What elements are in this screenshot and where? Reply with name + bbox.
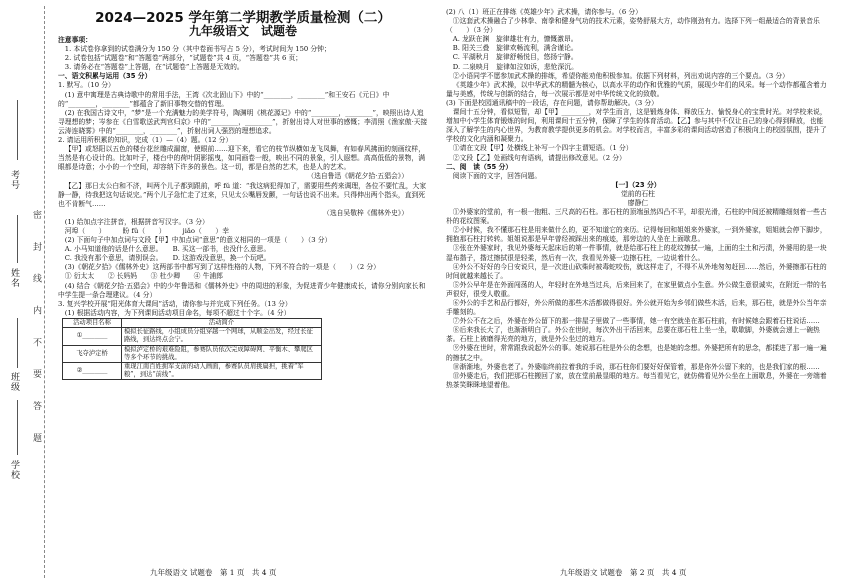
binding-strip bbox=[0, 0, 48, 584]
note-item: 1. 本试卷你拿到的试卷满分为 150 分（其中卷面书写占 5 分），考试时间为 150 分钟； bbox=[64, 45, 331, 54]
table-cell: ①________ bbox=[63, 328, 122, 345]
news-passage: 课间十五分钟，看似短暂，却【甲】________，对学生而言，这是锻炼身体、释放压力、愉悦身心的宝贵时光。对学校来说，增加中小学生体育锻炼的时间，利用课间十五分钟，保障了学生的体育活动。【乙】参与其中不仅让自己的身心得到释放，也能深入了解学生的内心世界，为教育教学提供更多的机会。对学校而言，丰富多彩的课间活动营造了积极向上的校园氛围，提升了学校的文化内涵和凝聚力。 bbox=[446, 108, 827, 144]
page-footer-left: 九年级语文 试题卷 第 1 页 共 4 页 bbox=[150, 568, 277, 577]
notes-title: 注意事项： bbox=[58, 36, 92, 44]
name-label: 姓名 bbox=[9, 268, 19, 288]
essay-paragraph: ⑪外婆走后，我们把那石柱搬回了家，放在堂前最显眼的地方。每当看见它，就仿佛看见外公坐在上面歇息，外婆在一旁端着热茶笑眯眯地望着他。 bbox=[446, 371, 827, 389]
source-a: （选自鲁迅《朝花夕拾·五猖会》） bbox=[307, 172, 408, 181]
source-b: （选自吴敬梓《儒林外史》） bbox=[323, 208, 408, 217]
class-label: 班级 bbox=[9, 372, 19, 392]
essay-author: 廖静仁 bbox=[627, 198, 649, 207]
school-label: 学校 bbox=[9, 460, 19, 480]
option-line: A. 龙跃在渊 旋律雄壮有力，慷慨激昂。 bbox=[452, 35, 578, 44]
option-line: ① 衍太太 ② 长妈妈 ③ 杜少卿 ④ 牛浦郎 bbox=[64, 272, 223, 281]
question: (3)《朝花夕拾》《儒林外史》这两部书中都写到了这样性格的人物，下列不符合的一项是（ ）（2 分） bbox=[64, 263, 380, 272]
option-line: A. 小马知道他的话是什么意思。 B. 买这一部书，也没什么意思。 bbox=[64, 245, 271, 254]
table-row bbox=[63, 345, 322, 362]
seal-notice: 密 封 线 内 不 要 答 题 bbox=[31, 210, 41, 453]
note-item: 2. 试卷包括“试题卷”和“答题卷”两部分，“试题卷”共 4 页，“答题卷”共 6 页； bbox=[64, 54, 303, 63]
question: (4) 结合《朝花夕拾·五猖会》中的少年鲁迅和《儒林外史》中的周进的形象，为促进青少年健康成长，请你分别向家长和中学生提一条合理建议。（4 分） bbox=[58, 281, 426, 299]
page-footer-right: 九年级语文 试题卷 第 2 页 共 4 页 bbox=[560, 568, 687, 577]
essay-paragraph: ⑩渐渐地，外婆也老了。外婆临终前拉着我的手说，那石柱你们要好好保管着，那是你外公留下来的，也是我们家的根…… bbox=[452, 362, 820, 371]
question-items: 河埠（ ） 盼 fǔ（ ） jiǎo（ ）幸 bbox=[64, 226, 230, 235]
table-cell: 模拟长征路线，小组成员分组穿越一个网球，从顺金出发，经过长征路线，到达终点会宁。 bbox=[122, 328, 322, 345]
essay-paragraph: ⑧后来我长大了，也渐渐明白了。外公在世时，每次外出干活回来，总要在那石柱上坐一坐，歇歇脚，外婆就会递上一碗热茶。石柱上被磨得光亮的地方，就是外公坐过的地方。 bbox=[446, 326, 820, 344]
essay-paragraph: ①外婆家的堂前，有一根一抱粗、三尺高的石柱。那石柱的顶端虽然四凸不平，却很光滑，石柱的中间还被精雕细刻着一些古朴的花纹图案。 bbox=[446, 208, 827, 226]
question: (1) 给加点字注拼音，根据拼音写汉字。（3 分） bbox=[64, 217, 209, 226]
option-line: B. 阳关三叠 旋律欢畅流利，满含谨论。 bbox=[452, 44, 578, 53]
section-title: 一、语文积累与运用（35 分） bbox=[58, 72, 152, 81]
left-column bbox=[58, 36, 428, 380]
question: (2) 在我国古诗文中，“梦”是一个充满魅力的美学符号，陶渊明《桃花源记》中的“________，________”，映照出诗人追寻理想的梦；岑参在《白雪歌送武判官归京》中的“________，________”，折射出诗人对世事的感慨；李清照《渔家傲·天接云涛连晓雾》中的“________，________”，折射出词人强烈的理想追求。 bbox=[58, 108, 428, 135]
passage-a: 【甲】或怒阳以五色的楼台花丝雕成漏窗，使眼前……迎下来，看它的枝节纵横如龙飞凤舞，有如春风拂面的刻画纹样，当然是有心设计的。比如叶子，楼台中的荷叶阴影摇曳，如同画卷一般，映出不同的景象，引人遐想。高高低低的景物，满眼都是诗意；小小的一个空间，却容纳下许多的景色。这一切，都是自然的艺术，也是人的艺术。 bbox=[58, 145, 426, 172]
material: 《英雄少年》武术操，以中华武术的精髓为核心，以高水平的动作和优雅的气质，展现少年们的风采。每一个动作都蕴含着力量与美感，传统与创新的结合，每一次展示都是对中华传统文化的致敬。 bbox=[446, 80, 827, 98]
question: (1) 意中寓理是古典诗歌中的常用手法，王湾《次北固山下》中的“________，________”和王安石《元日》中的“________，________”都蕴含了新旧事物交替的哲理。 bbox=[58, 90, 390, 108]
exam-title: 2024—2025 学年第二学期教学质量检测（二） bbox=[95, 10, 391, 26]
class-line bbox=[17, 318, 18, 368]
table-row bbox=[63, 362, 322, 379]
table-row bbox=[63, 328, 322, 345]
essay-paragraph: ⑥外公的手艺和品行都好，外公所做的那些木活都做得很好。外公就开始为乡邻们做些木活，后来，那石柱，就是外公当年亲手雕刻的。 bbox=[446, 299, 827, 317]
exam-subtitle: 九年级语文 试题卷 bbox=[188, 24, 297, 38]
question: 1. 默写。（10 分） bbox=[58, 81, 115, 90]
table-cell: 飞夺泸定桥 bbox=[63, 345, 122, 362]
section-intro: 阅读下面的文字，回答问题。 bbox=[452, 171, 542, 180]
exam-number-line bbox=[17, 100, 18, 160]
table-cell: ②________ bbox=[63, 362, 122, 379]
section-title: 二、阅 读（55 分） bbox=[446, 162, 513, 171]
question: (2) 下面句子中加点词与文段【甲】中加点词“意思”的意义相同的一项是（ ）（3 分） bbox=[64, 236, 332, 245]
activity-table bbox=[62, 318, 322, 380]
essay-paragraph: ③张在外婆家时，我见外婆每天起床后的第一件事情，就是给那石柱上的花纹擦拭一遍，上面的尘土和污渍，外婆用的是一块湿布揩子，揩过擦拭很是轻柔，然后有一次，我看见外婆一边擦石柱，一边说着什么。 bbox=[446, 244, 827, 262]
option-line: C. 我没有那个意思，请别误会。 D. 这游戏没意思，换一个玩吧。 bbox=[64, 254, 271, 263]
table-cell: 模拟泸定桥的艰难险阻，参赛队员依次完成障碍网、平衡木、攀爬区等多个环节的挑战。 bbox=[122, 345, 322, 362]
question: 2. 请运用所积累的知识，完成（1）—（4）题。（12 分） bbox=[58, 136, 233, 145]
essay-paragraph: ④外公不好好的今日安说只，是一次进山砍柴时被毒蛇咬伤，就这样走了，不得不从外地匆匆赶回……然后，外婆擦那石柱的时间就越来越长了。 bbox=[446, 262, 827, 280]
essay-paragraph: ②小时候，我不懂那石柱是用来做什么的，更不知道它的来历。记得每回和姐姐来外婆家，一到外婆家，姐姐就会停下脚步，拥抱那石柱打转转。姐姐说那是早年曾经被踩出来的痕迹，那旁边的人坐在上面歇息。 bbox=[446, 226, 827, 244]
essay-section: [一]（23 分） bbox=[615, 180, 661, 189]
school-line bbox=[17, 400, 18, 455]
right-column bbox=[446, 8, 830, 390]
essay-paragraph: ⑦外公不在之后，外婆在外公留下的那一排屋子里做了一些事情，她一有空就坐在那石柱前，有时候她会跟着石柱说话…… bbox=[452, 317, 820, 326]
option-line: C. 平湖秋月 旋律舒畅悦目，悠扬宁静。 bbox=[452, 53, 578, 62]
note-item: 3. 请务必在“答题卷”上答题，在“试题卷”上答题是无效的。 bbox=[64, 63, 244, 72]
question: (3) 下面是校园通讯稿中的一段话，存在问题，请你帮助解决。（3 分） bbox=[446, 98, 658, 107]
question: 3. 复兴学校开展“阳光体育大课间”活动，请你参与并完成下列任务。（13 分） bbox=[58, 299, 292, 308]
table-cell: 重现江南百姓拥军支前的动人画面，参赛队员肩挑扁担，挑着“军粮”，到达“前线”。 bbox=[122, 362, 322, 379]
cut-line bbox=[44, 6, 45, 578]
exam-number-label: 考号 bbox=[9, 170, 19, 190]
essay-paragraph: ⑤外公早年是在外面闯荡的人，年轻时在外地当过兵，后来回来了，在家里做点小生意。外公做生意很诚实，在附近一带的名声很好，很受人敬重。 bbox=[446, 280, 827, 298]
question: ②文段【乙】处画线句有语病，请提出修改意见。（2 分） bbox=[452, 153, 626, 162]
question: ①这套武术操融合了少林拳、南拳和健身气功的技术元素，姿势舒展大方，动作刚劲有力。选择下列一组最适合的背景音乐（ ）（3 分） bbox=[446, 17, 820, 35]
table-header: 活动项目名称 bbox=[63, 318, 122, 327]
question: (2) 八（1）班正在排练《英雄少年》武术操，请你参与。（6 分） bbox=[446, 8, 642, 16]
option-line: D. 二泉映月 旋律如泣如诉，悲怆深沉。 bbox=[452, 62, 578, 71]
question: ①请在文段【甲】处横线上补写一个四字主谓短语。（1 分） bbox=[452, 144, 633, 153]
question: ②小语同学不愿参加武术操的排练，希望你能劝他积极参加。依据下列材料，列出劝说内容的三个要点。（3 分） bbox=[452, 71, 789, 80]
table-header: 活动简介 bbox=[122, 318, 322, 327]
essay-paragraph: ⑨外婆在世时，常常跟我说起外公的事。她说那石柱是外公的念想，也是她的念想。外婆把所有的思念，都揉进了那一遍一遍的擦拭之中。 bbox=[446, 344, 827, 362]
essay-title: 觉前的石柱 bbox=[621, 189, 655, 198]
name-line bbox=[17, 215, 18, 263]
question: (1) 根据活动内容，为下列课间活动项目命名，每项不超过十个字。（4 分） bbox=[64, 308, 291, 317]
passage-b: 【乙】那日太公白和不济，叫两个儿子都到跟前，呼 fǔ 道：“我这病犯得加了，需要用些药来调理，各位不要忙乱，大家静一静，待我把这句话说完。”两个儿子急忙走了过来，只见太公嘴唇发颤，一句话也说不出来。只得伸出两个指头，直到死也不肯断气…… bbox=[58, 181, 427, 208]
